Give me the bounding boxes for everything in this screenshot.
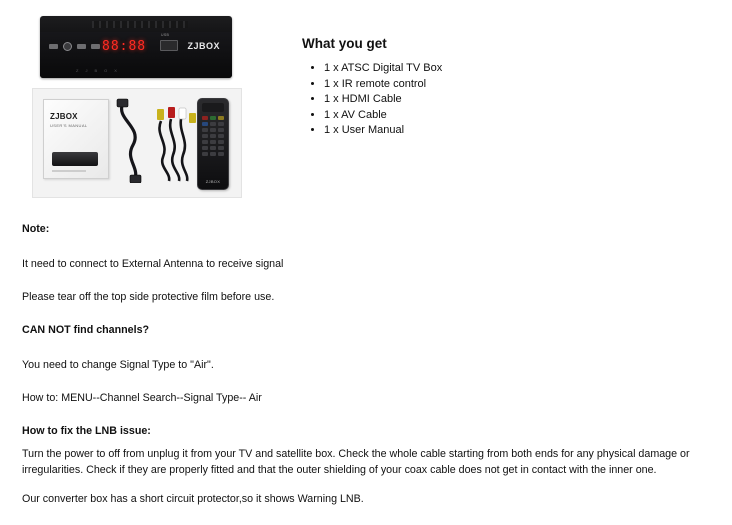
remote-key bbox=[210, 140, 216, 144]
manual-cover-line bbox=[52, 170, 86, 172]
remote-key bbox=[218, 128, 224, 132]
remote-key bbox=[202, 122, 208, 126]
remote-key bbox=[218, 152, 224, 156]
vent-strip bbox=[92, 21, 188, 28]
remote-key bbox=[202, 128, 208, 132]
what-you-get-heading: What you get bbox=[302, 36, 387, 51]
remote-control-illustration bbox=[197, 98, 229, 190]
note-line-howto-menu: How to: MENU--Channel Search--Signal Type-- Air bbox=[22, 392, 262, 404]
device-bottom-text: ZJBOX bbox=[76, 68, 124, 73]
list-item: • 1 x HDMI Cable bbox=[324, 92, 442, 108]
note-line-signal-type: You need to change Signal Type to "Air". bbox=[22, 359, 214, 371]
note-heading: Note: bbox=[22, 223, 50, 235]
remote-key bbox=[210, 122, 216, 126]
lnb-paragraph: Turn the power to off from unplug it from your TV and satellite box. Check the whole cable starting from both ends for any physical damage or irregularities. Check if they are properly fitted and that the outer shielding of your coax cable does not get in contact with the inner one. bbox=[22, 448, 690, 476]
list-item: • 1 x IR remote control bbox=[324, 77, 442, 93]
remote-key bbox=[202, 140, 208, 144]
notes-section bbox=[22, 222, 718, 525]
accessories-panel bbox=[32, 88, 242, 198]
remote-key bbox=[202, 152, 208, 156]
remote-key bbox=[218, 116, 224, 120]
label-badge-icon bbox=[77, 44, 86, 49]
hd-badge-icon bbox=[49, 44, 58, 49]
manual-cover-image bbox=[52, 152, 98, 166]
device-brand-label: ZJBOX bbox=[187, 41, 220, 51]
remote-key bbox=[218, 140, 224, 144]
manual-subtitle-label: USER'S MANUAL bbox=[50, 123, 88, 128]
lnb-issue-heading: How to fix the LNB issue: bbox=[22, 425, 151, 437]
power-button-icon bbox=[63, 42, 72, 51]
usb-port-icon bbox=[160, 40, 178, 51]
ir-sensor-icon bbox=[91, 44, 100, 49]
note-line-antenna: It need to connect to External Antenna to receive signal bbox=[22, 258, 284, 270]
remote-key bbox=[202, 146, 208, 150]
remote-key bbox=[218, 122, 224, 126]
usb-label: USB bbox=[161, 33, 170, 37]
device-display: 88:88 bbox=[102, 39, 147, 54]
what-you-get-list bbox=[302, 61, 442, 139]
remote-key bbox=[210, 152, 216, 156]
list-item: • 1 x User Manual bbox=[324, 123, 442, 139]
remote-key bbox=[210, 134, 216, 138]
remote-key bbox=[210, 116, 216, 120]
remote-key bbox=[210, 146, 216, 150]
lnb-last-line: Our converter box has a short circuit protector,so it shows Warning LNB. bbox=[22, 493, 364, 505]
top-section bbox=[0, 0, 732, 196]
remote-top-panel bbox=[202, 103, 224, 112]
av-cable-illustration bbox=[153, 99, 201, 183]
remote-button-grid bbox=[202, 116, 224, 156]
front-panel-icons bbox=[49, 42, 100, 51]
list-item: • 1 x ATSC Digital TV Box bbox=[324, 61, 442, 77]
note-line-film: Please tear off the top side protective film before use. bbox=[22, 291, 275, 303]
remote-brand-label: ZJBOX bbox=[205, 179, 221, 184]
manual-brand-label: ZJBOX bbox=[50, 112, 78, 121]
set-top-box-illustration bbox=[40, 16, 232, 78]
list-item: • 1 x AV Cable bbox=[324, 108, 442, 124]
cannot-find-channels-heading: CAN NOT find channels? bbox=[22, 324, 150, 336]
what-you-get-section bbox=[302, 8, 442, 139]
remote-key bbox=[210, 128, 216, 132]
remote-key bbox=[218, 146, 224, 150]
user-manual-illustration bbox=[43, 99, 109, 179]
remote-key bbox=[218, 134, 224, 138]
remote-key bbox=[202, 116, 208, 120]
remote-key bbox=[202, 134, 208, 138]
product-image bbox=[32, 8, 240, 196]
